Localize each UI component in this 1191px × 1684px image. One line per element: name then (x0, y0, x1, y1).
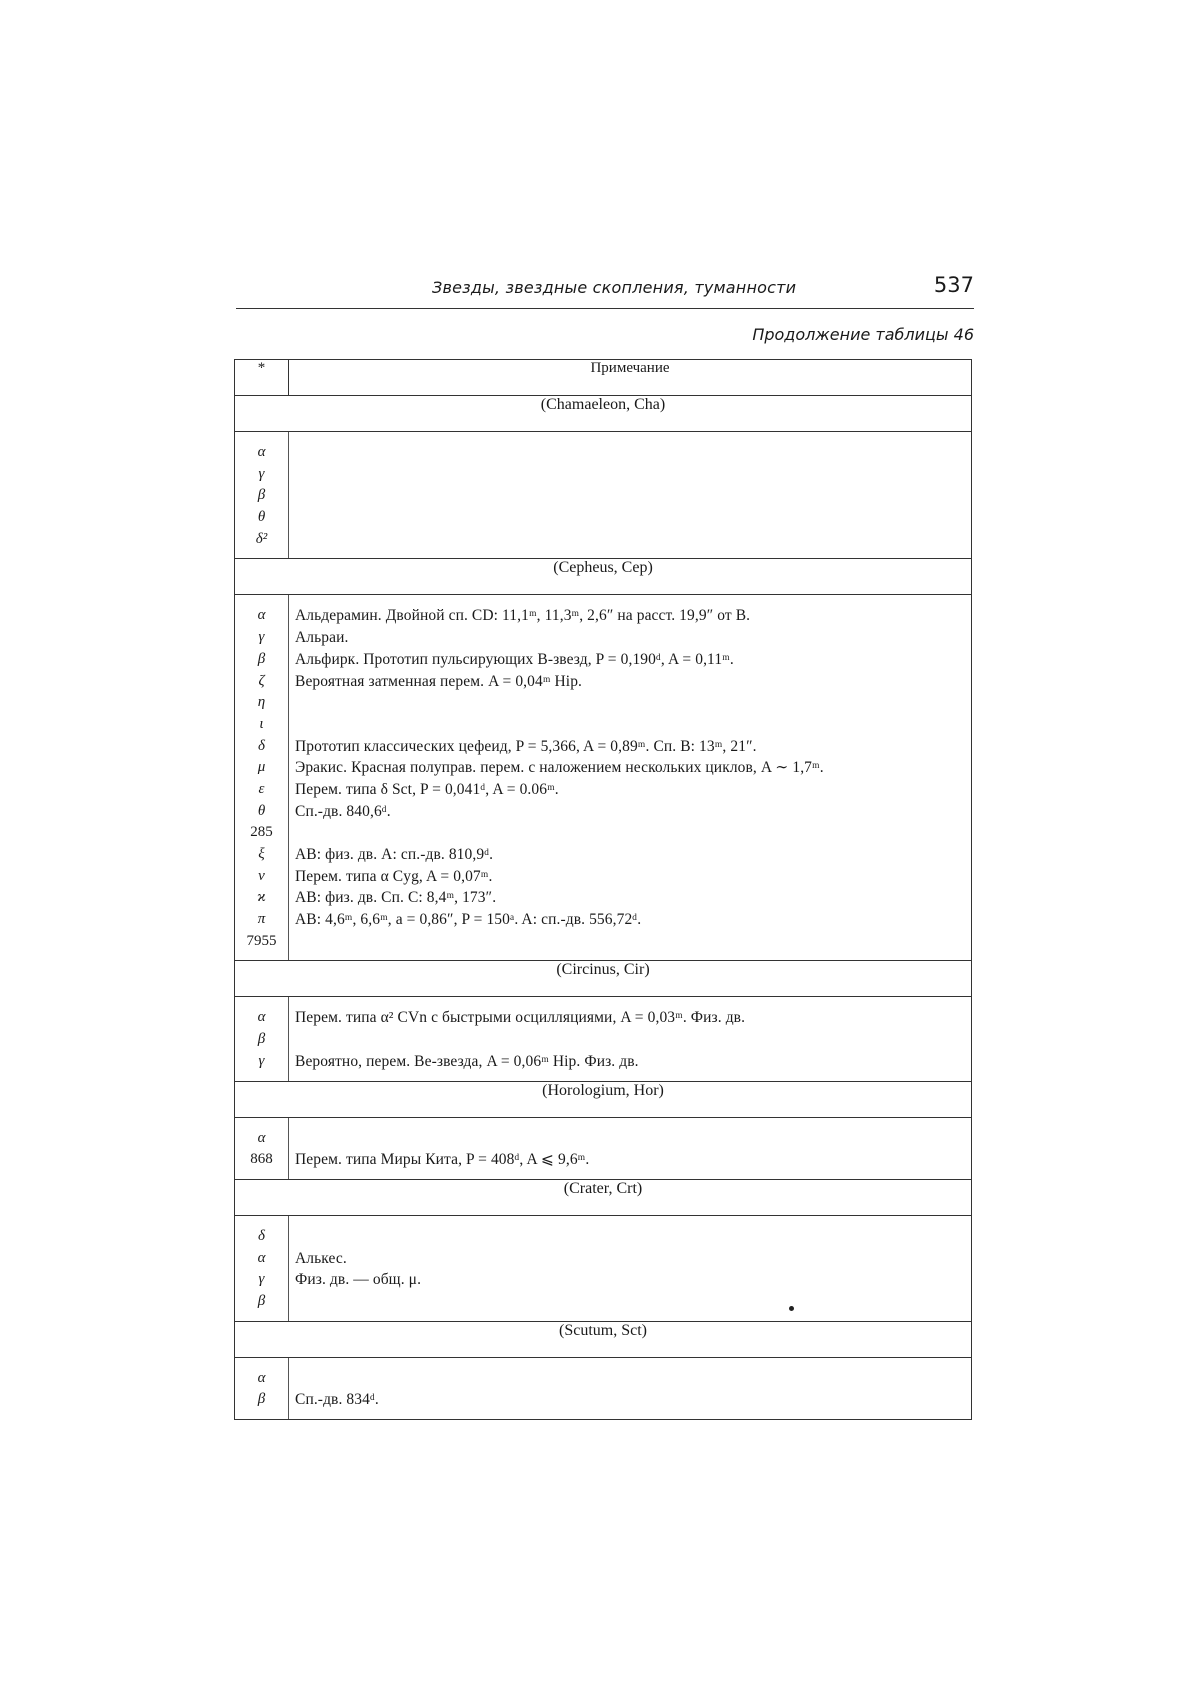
star-designations-cell (235, 432, 289, 559)
star-designation: β (257, 1031, 266, 1048)
constellation-header-row (235, 1179, 972, 1215)
star-designation: β (257, 650, 266, 667)
constellation-name: (Crater, Crt) (235, 1179, 972, 1215)
star-designation: β (257, 1391, 266, 1408)
star-designation: ν (258, 867, 265, 884)
star-note: Сп.-дв. 834ᵈ. (295, 1391, 379, 1409)
star-note: Перем. типа α² CVn с быстрыми осцилляциями, A = 0,03ᵐ. Физ. дв. (295, 1009, 746, 1027)
constellation-header-row (235, 1321, 972, 1357)
star-designation: ϰ (257, 889, 266, 906)
star-designation: γ (258, 629, 265, 646)
running-title: Звезды, звездные скопления, туманности (432, 278, 797, 297)
star-designation: α (257, 1009, 266, 1026)
star-note (295, 714, 971, 736)
star-designation: γ (258, 465, 265, 482)
star-note: AB: физ. дв. A: сп.-дв. 810,9ᵈ. (295, 846, 494, 863)
star-note (295, 1226, 971, 1248)
star-note: Альфирк. Прототип пульсирующих B-звезд, P = 0,190ᵈ, A = 0,11ᵐ. (295, 650, 734, 668)
stars-table (234, 359, 972, 1420)
star-designation: α (257, 1129, 266, 1146)
star-note: Перем. типа α Cyg, A = 0,07ᵐ. (295, 867, 493, 885)
constellation-body-row (235, 1357, 972, 1419)
star-designation: β (257, 1292, 266, 1309)
star-designation: δ (258, 1227, 265, 1244)
star-designations-cell (235, 1117, 289, 1179)
notes-cell (289, 1117, 972, 1179)
table-caption: Продолжение таблицы 46 (752, 325, 974, 344)
star-designation: θ (257, 509, 266, 526)
constellation-body-row (235, 997, 972, 1081)
star-note (295, 529, 971, 551)
stray-dot-mark (789, 1306, 794, 1311)
running-head (236, 274, 974, 309)
star-note: AB: 4,6ᵐ, 6,6ᵐ, a = 0,86″, P = 150ᵃ. A: сп.-дв. 556,72ᵈ. (295, 911, 642, 929)
star-designation: γ (258, 1271, 265, 1288)
star-note (295, 507, 971, 529)
constellation-header-row (235, 961, 972, 997)
star-note (295, 1291, 971, 1313)
constellation-header-row (235, 396, 972, 432)
star-designation: β (257, 487, 266, 504)
table-body (235, 360, 972, 1420)
star-note (295, 692, 971, 714)
page-number: 537 (933, 273, 974, 297)
star-designation: α (257, 1369, 266, 1386)
star-note: Сп.-дв. 840,6ᵈ. (295, 802, 391, 820)
star-note: Альраи. (295, 629, 349, 647)
star-note: Перем. типа δ Sct, P = 0,041ᵈ, A = 0.06ᵐ. (295, 780, 559, 798)
star-note: Алькес. (295, 1249, 347, 1267)
star-note (295, 1128, 971, 1150)
star-note (295, 464, 971, 486)
constellation-header-row (235, 559, 972, 595)
notes-cell (289, 595, 972, 961)
star-designation: ζ (258, 672, 265, 689)
constellation-name: (Chamaeleon, Cha) (235, 396, 972, 432)
notes-cell (289, 432, 972, 559)
star-designation: δ² (255, 530, 268, 547)
star-designations-cell (235, 1357, 289, 1419)
star-note: Эракис. Красная полуправ. перем. с наложением нескольких циклов, A ∼ 1,7ᵐ. (295, 759, 824, 777)
notes-cell (289, 1357, 972, 1419)
star-note: Перем. типа Миры Кита, P = 408ᵈ, A ⩽ 9,6ᵐ. (295, 1151, 590, 1169)
star-designation: δ (258, 737, 265, 754)
constellation-body-row (235, 595, 972, 961)
notes-cell (289, 997, 972, 1081)
constellation-name: (Scutum, Sct) (235, 1321, 972, 1357)
star-note: Альдерамин. Двойной сп. CD: 11,1ᵐ, 11,3ᵐ, 2,6″ на расст. 19,9″ от B. (295, 607, 751, 625)
constellation-body-row (235, 432, 972, 559)
constellation-body-row (235, 1117, 972, 1179)
star-note: AB: физ. дв. Сп. C: 8,4ᵐ, 173″. (295, 889, 497, 907)
star-designation: α (257, 1249, 266, 1266)
star-designation: α (257, 607, 266, 624)
star-designation: 868 (250, 1151, 273, 1168)
star-note (295, 442, 971, 464)
star-designation: η (257, 694, 266, 711)
star-designation: π (257, 911, 266, 928)
star-designation: 7955 (246, 932, 277, 949)
star-designation: ξ (258, 846, 265, 862)
column-header-note: Примечание (289, 360, 972, 396)
notes-cell (289, 1215, 972, 1321)
star-designation: ι (259, 715, 264, 732)
star-note (295, 1029, 971, 1051)
star-designations-cell (235, 1215, 289, 1321)
star-note: Прототип классических цефеид, P = 5,366, A = 0,89ᵐ. Сп. B: 13ᵐ, 21″. (295, 737, 757, 755)
star-note: Вероятно, перем. Be-звезда, A = 0,06ᵐ Hip. Физ. дв. (295, 1052, 639, 1070)
star-designation: μ (257, 759, 266, 776)
star-note: Вероятная затменная перем. A = 0,04ᵐ Hip. (295, 672, 583, 690)
star-designation: α (257, 444, 266, 460)
star-designations-cell (235, 997, 289, 1081)
star-designation: θ (257, 802, 266, 819)
star-note (295, 485, 971, 507)
star-note: Физ. дв. — общ. μ. (295, 1271, 422, 1289)
star-designation: γ (258, 1052, 265, 1069)
star-designations-cell (235, 595, 289, 961)
star-designation: ε (258, 780, 265, 797)
star-note (295, 931, 971, 953)
constellation-header-row (235, 1081, 972, 1117)
constellation-name: (Circinus, Cir) (235, 961, 972, 997)
constellation-name: (Horologium, Hor) (235, 1081, 972, 1117)
star-designation: 285 (250, 824, 273, 841)
constellation-body-row (235, 1215, 972, 1321)
column-header-star: * (235, 360, 289, 396)
constellation-name: (Cepheus, Cep) (235, 559, 972, 595)
star-note (295, 822, 971, 844)
star-note (295, 1368, 971, 1390)
table-header-row (235, 360, 972, 396)
